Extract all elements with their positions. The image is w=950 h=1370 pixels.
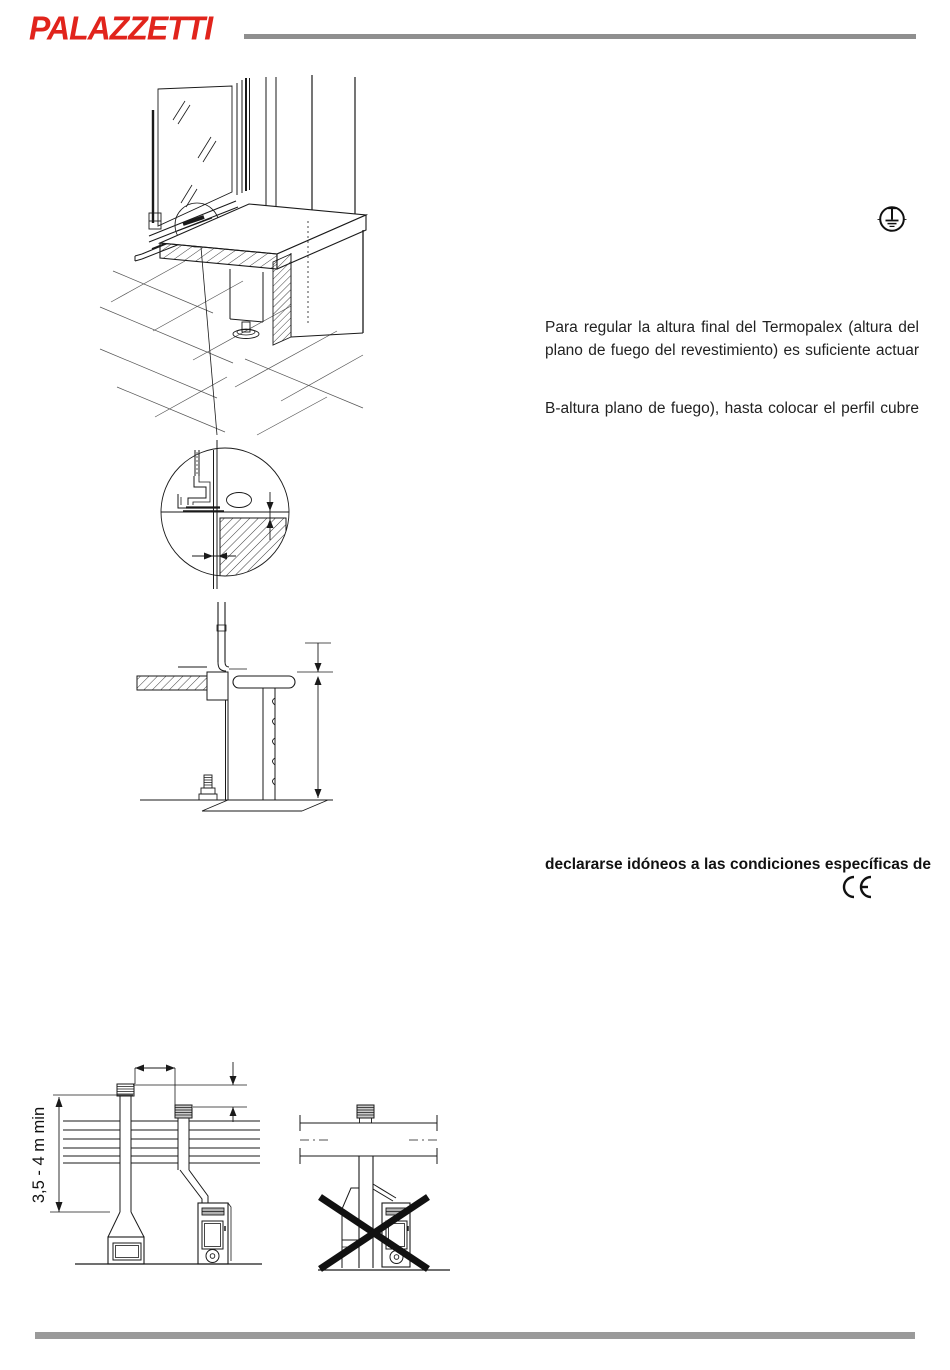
ce-mark-icon bbox=[840, 874, 874, 900]
min-height-label: 3,5 - 4 m min bbox=[30, 1106, 48, 1204]
footer-rule bbox=[35, 1332, 915, 1339]
hatched-countertop bbox=[137, 676, 207, 690]
fireplace-chimney bbox=[108, 1084, 144, 1264]
header-rule bbox=[244, 34, 916, 39]
stove-connector bbox=[373, 1184, 396, 1201]
cladding-profile bbox=[233, 676, 295, 800]
adjustable-foot-bolt bbox=[199, 775, 217, 800]
window-frame-lines bbox=[237, 75, 355, 216]
figure-cross-section bbox=[125, 598, 350, 823]
height-dimension bbox=[297, 643, 333, 798]
figure-chimney-wrong-crossed bbox=[285, 1095, 455, 1280]
text-line: Para regular la altura final del Termopalex (altura del bbox=[545, 319, 919, 336]
hatched-bench-section bbox=[220, 518, 286, 580]
countertop-slab bbox=[160, 204, 366, 269]
paragraph-altura: B-altura plano de fuego), hasta colocar el perfil cubre bbox=[545, 400, 919, 417]
stove bbox=[198, 1203, 231, 1264]
figure-isometric-installation-detail bbox=[95, 75, 415, 435]
figure-chimney-correct bbox=[30, 1055, 275, 1280]
brand-logo: PALAZZETTI bbox=[29, 9, 213, 47]
support-bracket bbox=[207, 672, 228, 800]
floor-tile-grid bbox=[100, 261, 363, 435]
floor-and-base bbox=[140, 800, 333, 811]
paragraph-regulacion bbox=[545, 317, 919, 362]
glass-pane bbox=[158, 86, 232, 226]
paragraph-idoneos-bold: declararse idóneos a las condiciones específicas de bbox=[545, 856, 931, 873]
roof-slab bbox=[300, 1115, 437, 1164]
flue-tube bbox=[178, 602, 247, 671]
prohibition-cross bbox=[320, 1197, 428, 1269]
roof-slab bbox=[63, 1121, 260, 1163]
text-line: plano de fuego del revestimiento) es suficiente actuar bbox=[545, 341, 919, 359]
grounding-icon bbox=[876, 204, 908, 234]
figure-detail-circle bbox=[158, 440, 323, 592]
